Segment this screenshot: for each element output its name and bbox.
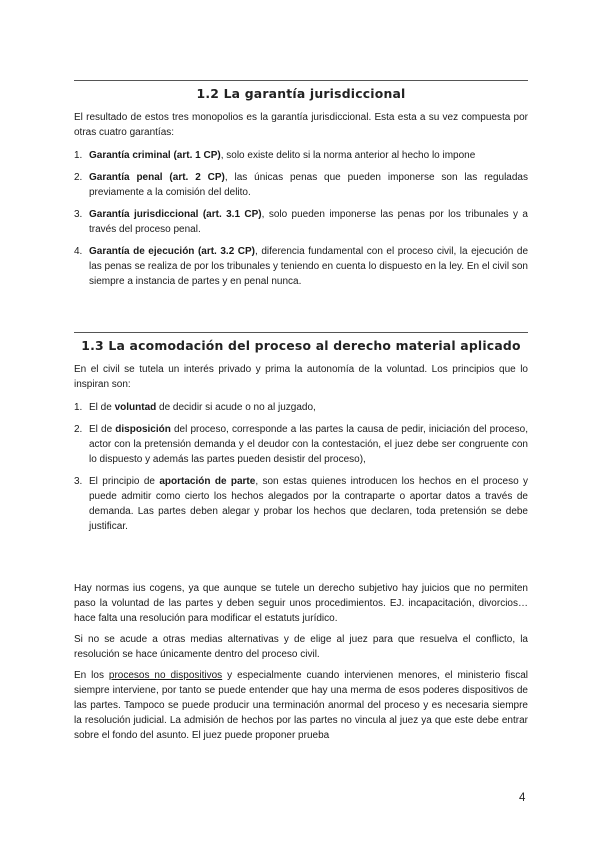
- list-item: [74, 148, 528, 163]
- underlined-term: procesos no dispositivos: [108, 670, 223, 681]
- list-item-term: Garantía penal (art. 2 CP): [89, 172, 225, 183]
- list-item: [74, 422, 528, 467]
- list-number: 2.: [74, 424, 83, 435]
- list-item-text: , diferencia fundamental con el proceso civil, la ejecución de las penas se realiza de por los tribunales y teniendo en cuenta lo dispuesto en la ley. En el civil son siempre a instancia de partes y en penal nunca.: [89, 246, 529, 287]
- list-item-term: aportación de parte: [159, 476, 256, 487]
- list-item: [74, 170, 528, 200]
- list-item-prefix: El de: [89, 402, 115, 413]
- list-item-text: , solo existe delito si la norma anterior al hecho lo impone: [220, 150, 476, 161]
- list-number: 1.: [74, 150, 83, 161]
- list-item-term: Garantía de ejecución (art. 3.2 CP): [89, 246, 256, 257]
- list-number: 4.: [74, 246, 83, 257]
- paragraph-prefix: En los: [74, 670, 109, 681]
- list-item-prefix: El de: [89, 424, 116, 435]
- list-item: [74, 474, 528, 534]
- list-number: 2.: [74, 172, 83, 183]
- body-paragraph: Hay normas ius cogens, ya que aunque se tutele un derecho subjetivo hay juicios que no permiten paso la voluntad de las partes y deben seguir unos procedimientos. EJ. incapacitación, divorcios… hace falta una resolución para modificar el estatuts jurídico.: [74, 583, 528, 624]
- list-item: [74, 244, 528, 289]
- principles-list: [74, 400, 528, 534]
- list-item-term: voluntad: [114, 402, 157, 413]
- list-item-text: , solo pueden imponerse las penas por los tribunales y a través del proceso penal.: [89, 209, 528, 235]
- section-title: 1.3 La acomodación del proceso al derecho material aplicado: [81, 338, 521, 353]
- guarantees-list: [74, 148, 528, 289]
- list-number: 3.: [74, 209, 83, 220]
- list-item-term: Garantía criminal (art. 1 CP): [89, 150, 221, 161]
- body-paragraph: [74, 668, 528, 743]
- body-paragraph: Si no se acude a otras medias alternativas y de elige al juez para que resuelva el conflicto, la resolución se hace únicamente dentro del proceso civil.: [74, 634, 528, 660]
- list-item: [74, 207, 528, 237]
- list-number: 1.: [74, 402, 83, 413]
- section-intro: En el civil se tutela un interés privado y prima la autonomía de la voluntad. Los principios que lo inspiran son:: [74, 364, 528, 390]
- list-item-text: de decidir si acude o no al juzgado,: [156, 402, 316, 413]
- section-divider: [74, 332, 528, 333]
- paragraph-text: y especialmente cuando intervienen menores, el ministerio fiscal siempre interviene, por tanto se puede entender que hay una merma de esos poderes dispositivos de las partes. Tampoco se puede producir una terminación anormal del proceso y es necesaria siempre la resolución judicial. La admisión de hechos por las partes no vincula al juez ya que este debe entrar sobre el fondo del asunto. El juez puede proponer prueba: [74, 670, 528, 741]
- list-item-prefix: El principio de: [89, 476, 160, 487]
- list-item: [74, 400, 528, 415]
- section-intro: El resultado de estos tres monopolios es la garantía jurisdiccional. Esta esta a su vez compuesta por otras cuatro garantías:: [74, 112, 528, 138]
- list-number: 3.: [74, 476, 83, 487]
- list-item-text: , son estas quienes introducen los hechos en el proceso y puede admitir como cierto los hechos alegados por la contraparte o aportar datos a través de demanda. Las partes deben alegar y probar los hechos que declaren, toda pretensión se debe justificar.: [89, 476, 528, 532]
- list-item-term: Garantía jurisdiccional (art. 3.1 CP): [89, 209, 262, 220]
- list-item-text: , las únicas penas que pueden imponerse son las reguladas previamente a la comisión del delito.: [89, 172, 528, 198]
- section-title: 1.2 La garantía jurisdiccional: [196, 86, 406, 101]
- page-number: 4: [519, 792, 526, 804]
- list-item-text: del proceso, corresponde a las partes la causa de pedir, iniciación del proceso, actor con la pretensión demanda y el deudor con la contestación, el juez debe ser congruente con lo dispuesto y además las partes pueden desistir del proceso),: [89, 424, 528, 465]
- list-item-term: disposición: [115, 424, 171, 435]
- section-divider: [74, 80, 528, 81]
